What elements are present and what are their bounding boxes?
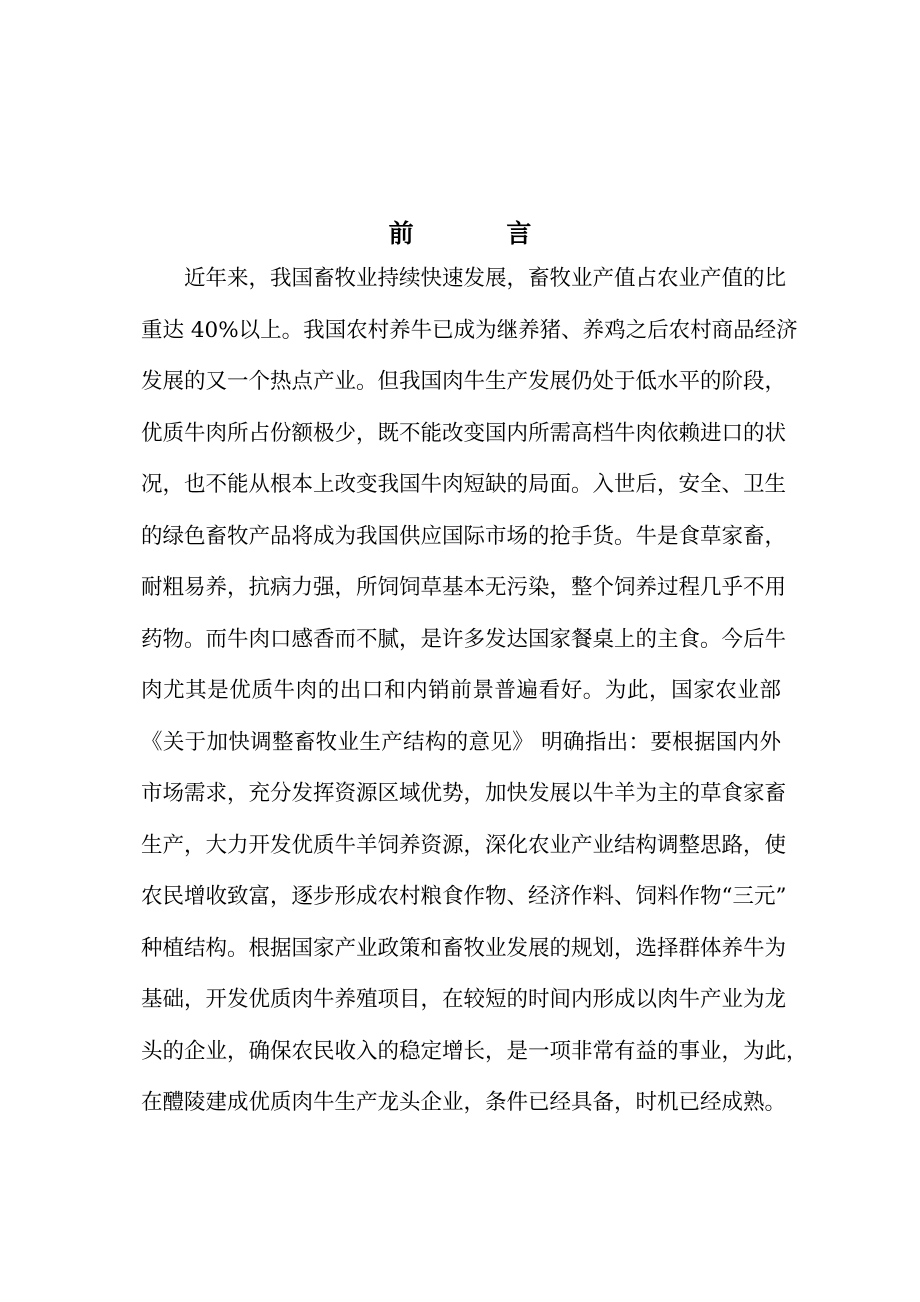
paragraph-line: 《关于加快调整畜牧业生产结构的意见》 明确指出：要根据国内外 xyxy=(141,729,781,755)
paragraph-line: 生产，大力开发优质牛羊饲养资源，深化农业产业结构调整思路，使 xyxy=(141,832,787,858)
paragraph-line: 近年来，我国畜牧业持续快速发展，畜牧业产值占农业产值的比 xyxy=(184,266,787,291)
paragraph-line: 基础，开发优质肉牛养殖项目，在较短的时间内形成以肉牛产业为龙 xyxy=(141,987,787,1012)
paragraph-line: 药物。而牛肉口感香而不腻，是许多发达国家餐桌上的主食。今后牛 xyxy=(141,626,787,652)
paragraph-line: 重达 40%以上。我国农村养牛已成为继养猪、养鸡之后农村商品经济 xyxy=(141,317,798,343)
paragraph-line: 种植结构。根据国家产业政策和畜牧业发展的规划，选择群体养牛为 xyxy=(141,935,787,961)
paragraph-line: 在醴陵建成优质肉牛生产龙头企业，条件已经具备，时机已经成熟。 xyxy=(141,1090,787,1115)
paragraph-line: 市场需求，充分发挥资源区域优势，加快发展以牛羊为主的草食家畜 xyxy=(141,781,787,806)
paragraph-line: 农民增收致富，逐步形成农村粮食作物、经济作料、饲料作物“三元” xyxy=(141,884,787,909)
preface-paragraph xyxy=(141,258,808,1134)
paragraph-line: 耐粗易养，抗病力强，所饲饲草基本无污染，整个饲养过程几乎不用 xyxy=(141,575,787,600)
paragraph-line: 况，也不能从根本上改变我国牛肉短缺的局面。入世后，安全、卫生 xyxy=(141,472,787,497)
page-title: 前 言 xyxy=(388,219,574,248)
paragraph-line: 发展的又一个热点产业。但我国肉牛生产发展仍处于低水平的阶段， xyxy=(141,369,787,394)
paragraph-line: 的绿色畜牧产品将成为我国供应国际市场的抢手货。牛是食草家畜， xyxy=(141,523,787,549)
paragraph-line: 优质牛肉所占份额极少，既不能改变国内所需高档牛肉依赖进口的状 xyxy=(141,420,787,446)
paragraph-line: 肉尤其是优质牛肉的出口和内销前景普遍看好。为此，国家农业部 xyxy=(141,678,781,703)
paragraph-line: 头的企业，确保农民收入的稳定增长，是一项非常有益的事业，为此， xyxy=(141,1038,808,1064)
